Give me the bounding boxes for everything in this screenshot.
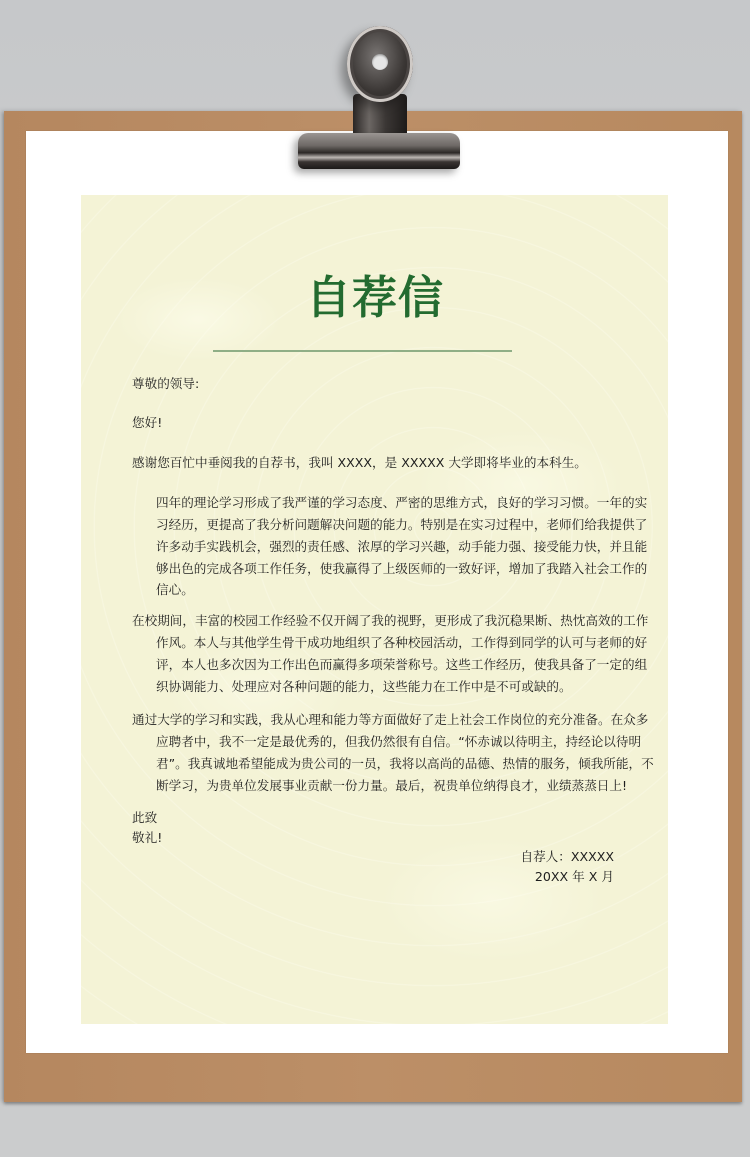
binder-clip-hole (372, 54, 388, 70)
salutation: 尊敬的领导: (132, 376, 200, 391)
paragraph-1-line: 四年的理论学习形成了我严谨的学习态度、严密的思维方式，良好的学习习惯。一年的实 (156, 495, 648, 510)
closing-line-2: 敬礼! (132, 830, 163, 845)
binder-clip-base (298, 133, 460, 169)
paragraph-2-line: 评，本人也多次因为工作出色而赢得多项荣誉称号。这些工作经历，使我具备了一定的组 (156, 657, 648, 672)
greeting: 您好! (132, 415, 163, 430)
paragraph-3-line: 通过大学的学习和实践，我从心理和能力等方面做好了走上社会工作岗位的充分准备。在众多 (132, 712, 649, 727)
signature-date: 20XX 年 X 月 (534, 869, 614, 884)
paragraph-2-line: 作风。本人与其他学生骨干成功地组织了各种校园活动，工作得到同学的认可与老师的好 (156, 635, 648, 650)
closing-line-1: 此致 (132, 810, 158, 825)
intro-line: 感谢您百忙中垂阅我的自荐书，我叫 XXXX，是 XXXXX 大学即将毕业的本科生。 (132, 455, 587, 470)
paragraph-1-line: 许多动手实践机会，强烈的责任感、浓厚的学习兴趣，动手能力强、接受能力快，并且能 (156, 539, 648, 554)
paragraph-3-line: 断学习，为贵单位发展事业贡献一份力量。最后，祝贵单位纳得良才，业绩蒸蒸日上! (156, 778, 628, 793)
paragraph-1-line: 习经历，更提高了我分析问题解决问题的能力。特别是在实习过程中，老师们给我提供了 (156, 517, 648, 532)
paragraph-2-line: 在校期间，丰富的校园工作经验不仅开阔了我的视野，更形成了我沉稳果断、热忱高效的工作 (132, 613, 649, 628)
signature: 自荐人：XXXXX (520, 849, 614, 864)
title-divider (213, 350, 512, 352)
page-title: 自荐信 (305, 271, 444, 324)
paragraph-3-line: 应聘者中，我不一定是最优秀的，但我仍然很有自信。“怀赤诚以待明主，持经论以待明 (156, 734, 642, 749)
paragraph-2-line: 织协调能力、处理应对各种问题的能力，这些能力在工作中是不可或缺的。 (156, 679, 572, 694)
paragraph-1-line: 信心。 (156, 582, 194, 597)
paragraph-1-line: 够出色的完成各项工作任务，使我赢得了上级医师的一致好评，增加了我踏入社会工作的 (156, 561, 648, 576)
paragraph-3-line: 君”。我真诚地希望能成为贵公司的一员，我将以高尚的品德、热情的服务，倾我所能，不 (156, 756, 654, 771)
